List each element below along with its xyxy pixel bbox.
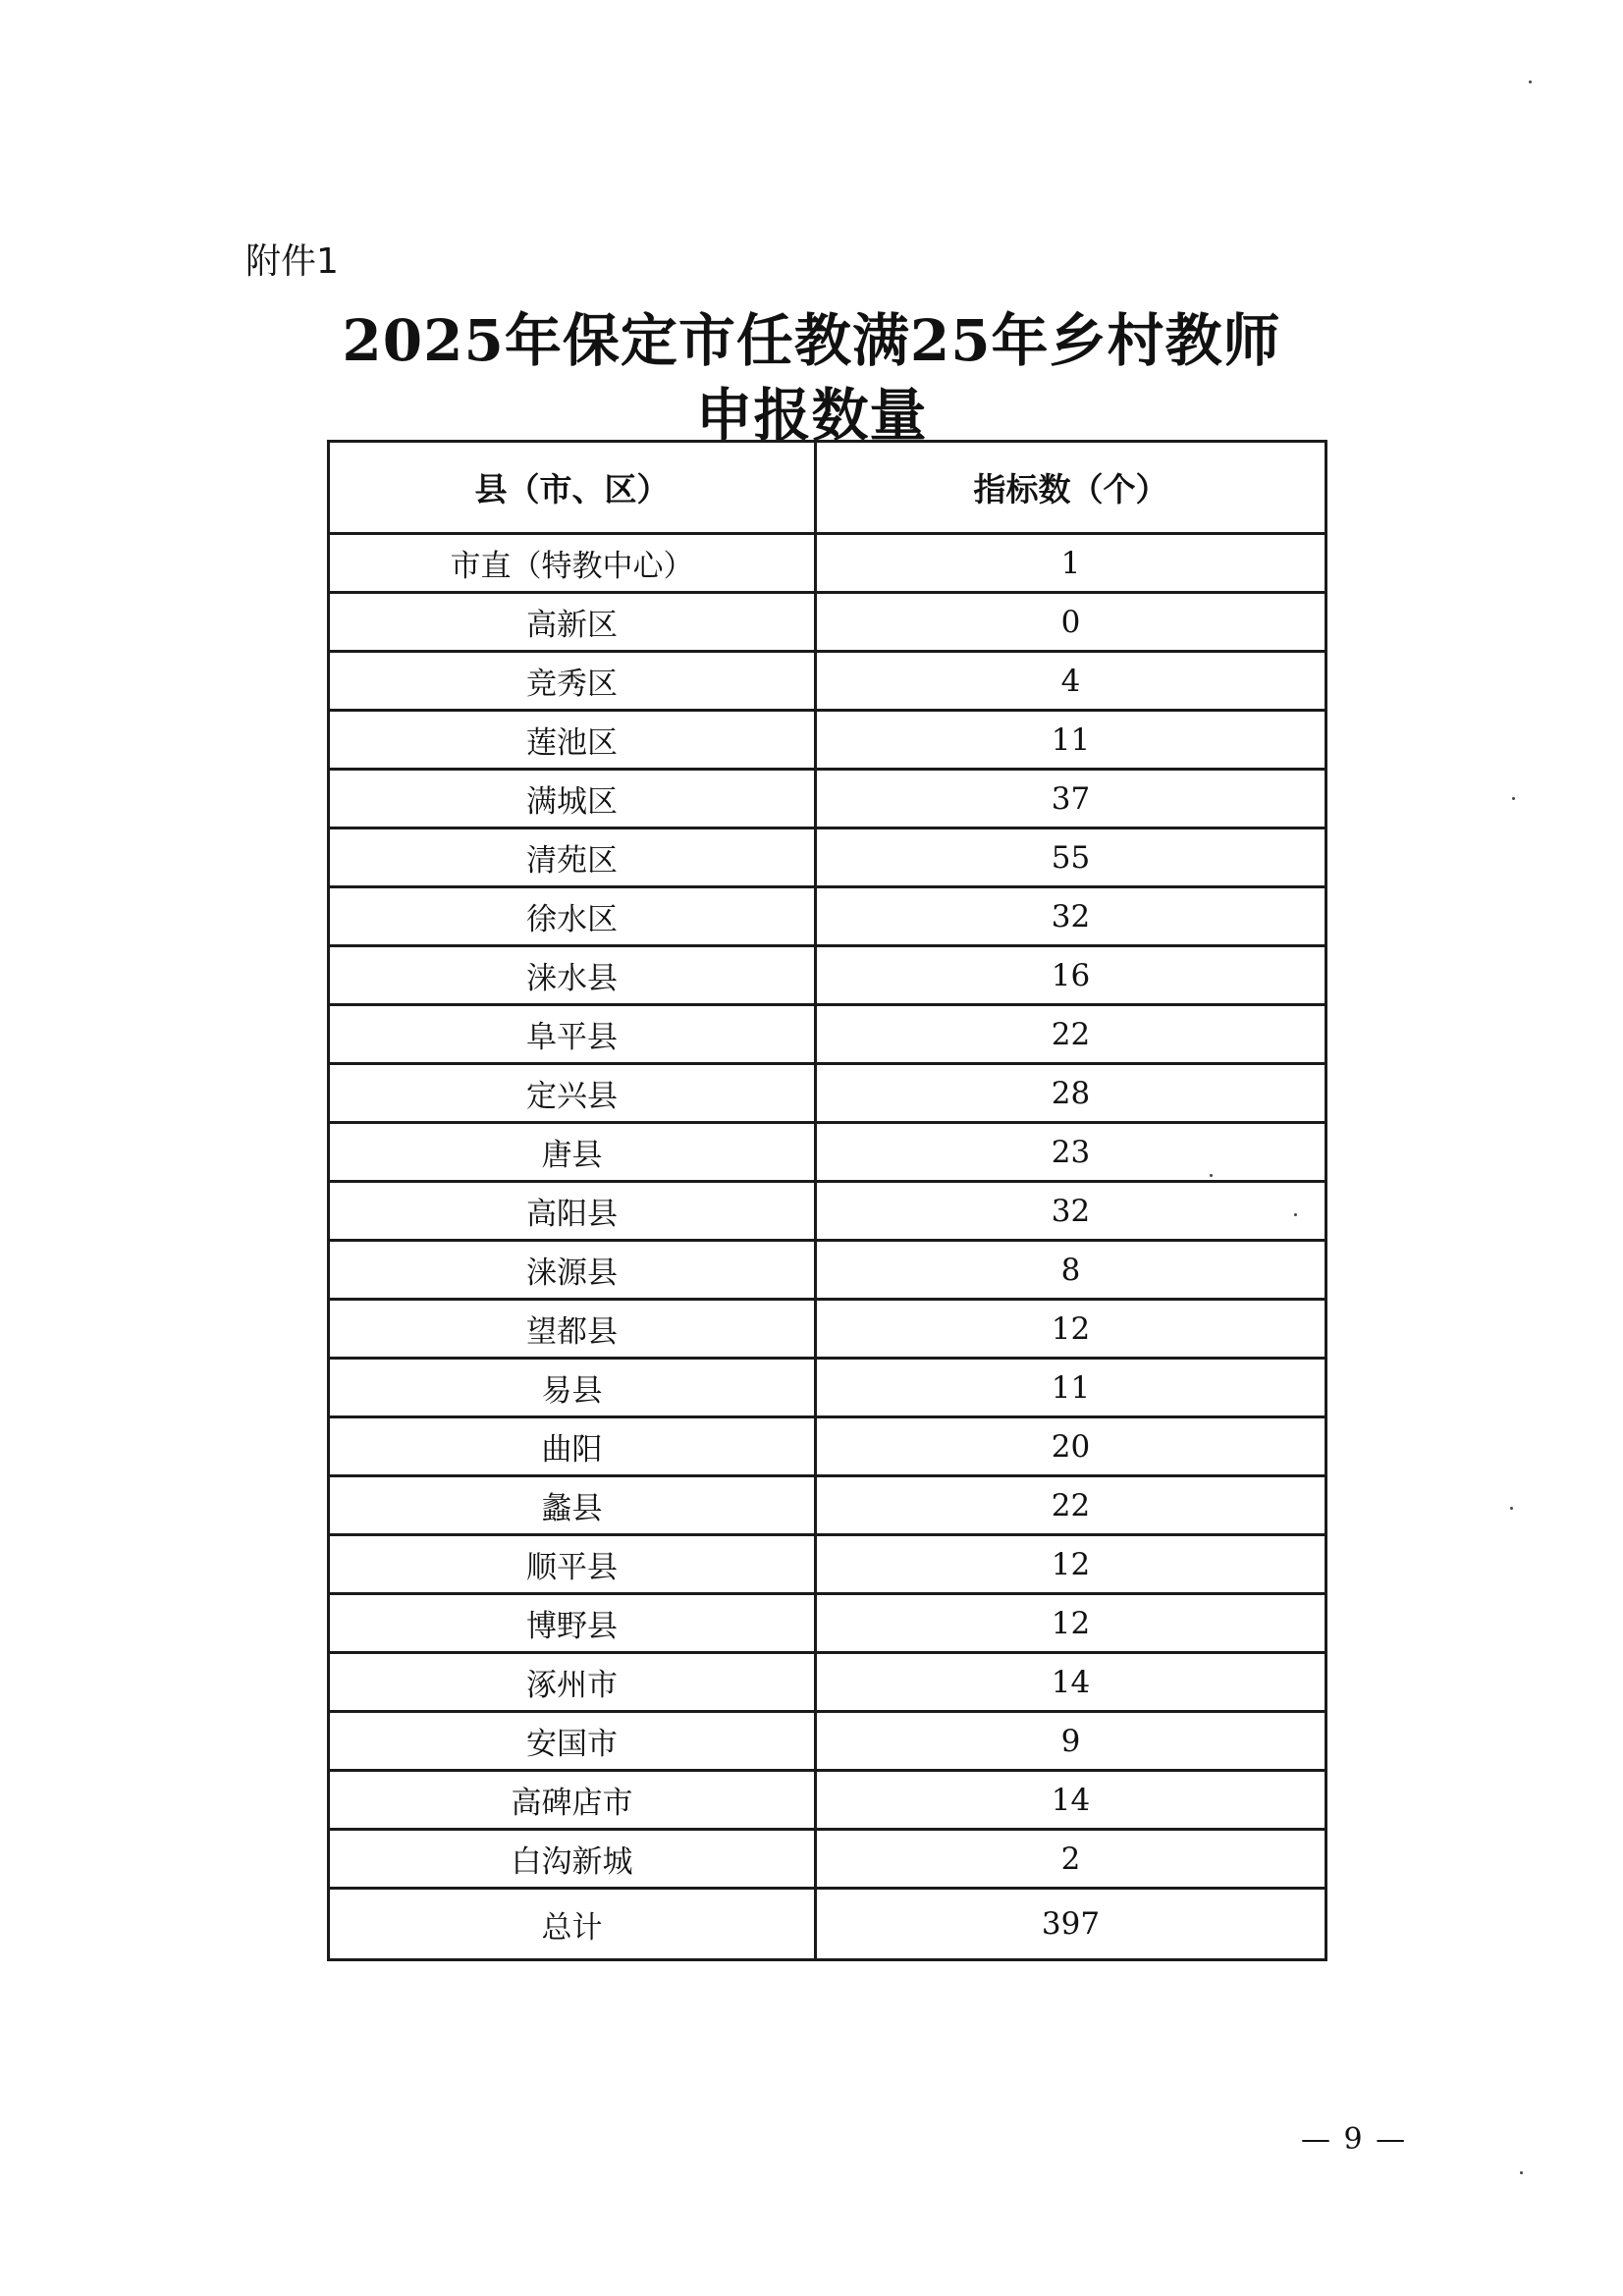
cell-count: 23 — [816, 1123, 1326, 1182]
cell-count: 11 — [816, 711, 1326, 770]
table-row — [329, 1594, 1326, 1653]
quota-table — [327, 440, 1327, 1961]
cell-district: 徐水区 — [329, 887, 816, 946]
cell-count: 32 — [816, 1182, 1326, 1241]
cell-count: 8 — [816, 1241, 1326, 1300]
scan-speck — [1512, 797, 1515, 800]
cell-count: 28 — [816, 1064, 1326, 1123]
cell-district: 曲阳 — [329, 1417, 816, 1476]
cell-district: 高新区 — [329, 593, 816, 652]
cell-count: 9 — [816, 1712, 1326, 1771]
cell-count: 37 — [816, 770, 1326, 828]
cell-count: 16 — [816, 946, 1326, 1005]
cell-count: 14 — [816, 1771, 1326, 1830]
total-label: 总计 — [329, 1889, 816, 1960]
cell-district: 涞水县 — [329, 946, 816, 1005]
page-title-line-2: 申报数量 — [695, 382, 928, 449]
cell-district: 高阳县 — [329, 1182, 816, 1241]
table-row — [329, 1241, 1326, 1300]
cell-district: 莲池区 — [329, 711, 816, 770]
table-row — [329, 711, 1326, 770]
page-number: — 9 — — [1301, 2122, 1408, 2157]
table-row — [329, 1417, 1326, 1476]
cell-count: 12 — [816, 1594, 1326, 1653]
cell-district: 蠡县 — [329, 1476, 816, 1535]
cell-district: 清苑区 — [329, 828, 816, 887]
table-row — [329, 1712, 1326, 1771]
table-row — [329, 770, 1326, 828]
scan-speck — [1210, 1174, 1213, 1177]
table-row — [329, 1359, 1326, 1417]
table-row — [329, 1123, 1326, 1182]
scan-speck — [1294, 1213, 1297, 1216]
table-row — [329, 1064, 1326, 1123]
table-row — [329, 652, 1326, 711]
cell-district: 定兴县 — [329, 1064, 816, 1123]
page-title-line-1: 2025年保定市任教满25年乡村教师 — [342, 307, 1281, 374]
cell-count: 4 — [816, 652, 1326, 711]
cell-district: 唐县 — [329, 1123, 816, 1182]
cell-district: 博野县 — [329, 1594, 816, 1653]
cell-count: 2 — [816, 1830, 1326, 1889]
cell-district: 白沟新城 — [329, 1830, 816, 1889]
attachment-label: 附件1 — [245, 241, 339, 282]
table-body — [329, 534, 1326, 1889]
scan-speck — [1510, 1507, 1513, 1510]
table-row — [329, 1182, 1326, 1241]
cell-count: 22 — [816, 1005, 1326, 1064]
cell-count: 12 — [816, 1300, 1326, 1359]
scan-speck — [1520, 2171, 1523, 2174]
table-row — [329, 1535, 1326, 1594]
header-count: 指标数（个） — [816, 442, 1326, 534]
cell-count: 12 — [816, 1535, 1326, 1594]
table-row — [329, 946, 1326, 1005]
cell-count: 14 — [816, 1653, 1326, 1712]
table-row — [329, 1476, 1326, 1535]
cell-count: 11 — [816, 1359, 1326, 1417]
cell-district: 阜平县 — [329, 1005, 816, 1064]
table-row — [329, 1771, 1326, 1830]
table-row — [329, 593, 1326, 652]
cell-count: 22 — [816, 1476, 1326, 1535]
table-row — [329, 1005, 1326, 1064]
cell-count: 20 — [816, 1417, 1326, 1476]
cell-count: 1 — [816, 534, 1326, 593]
cell-district: 涞源县 — [329, 1241, 816, 1300]
header-district: 县（市、区） — [329, 442, 816, 534]
cell-district: 竞秀区 — [329, 652, 816, 711]
table-row — [329, 1300, 1326, 1359]
cell-district: 易县 — [329, 1359, 816, 1417]
cell-district: 安国市 — [329, 1712, 816, 1771]
scan-speck — [1529, 80, 1532, 83]
cell-district: 满城区 — [329, 770, 816, 828]
table-row — [329, 1653, 1326, 1712]
table-row — [329, 534, 1326, 593]
cell-count: 0 — [816, 593, 1326, 652]
cell-district: 望都县 — [329, 1300, 816, 1359]
table-header-row — [329, 442, 1326, 534]
cell-count: 32 — [816, 887, 1326, 946]
cell-count: 55 — [816, 828, 1326, 887]
cell-district: 市直（特教中心） — [329, 534, 816, 593]
table-row — [329, 1830, 1326, 1889]
total-row — [329, 1889, 1326, 1960]
cell-district: 涿州市 — [329, 1653, 816, 1712]
cell-district: 顺平县 — [329, 1535, 816, 1594]
table-row — [329, 828, 1326, 887]
table-row — [329, 887, 1326, 946]
cell-district: 高碑店市 — [329, 1771, 816, 1830]
total-count: 397 — [816, 1889, 1326, 1960]
